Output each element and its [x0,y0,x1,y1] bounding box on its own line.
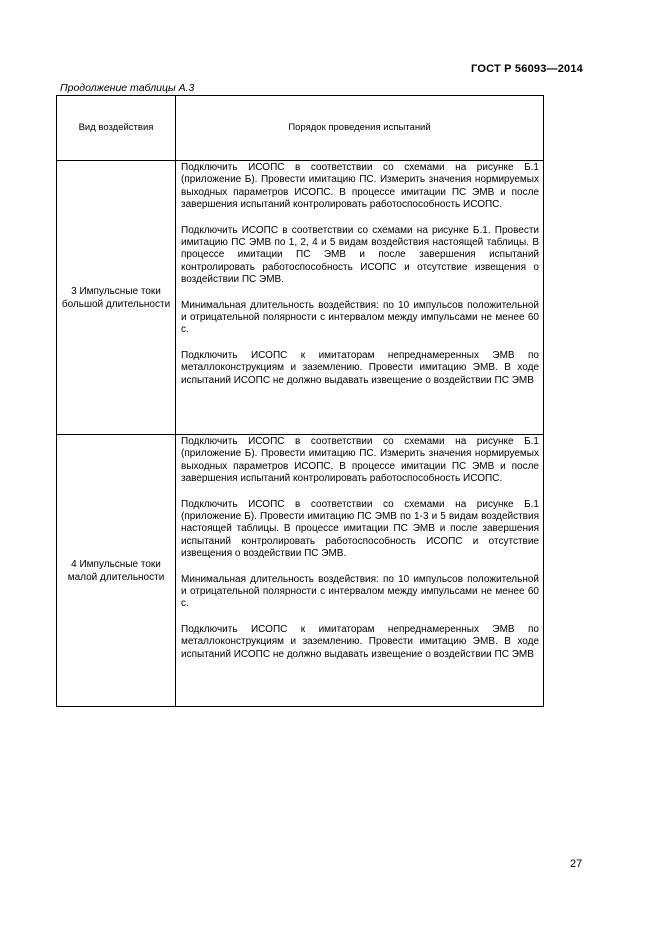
test-procedure-table [56,95,544,707]
effect-type-cell: 3 Импульсные токи большой длительности [57,161,176,435]
procedure-paragraph: Подключить ИСОПС в соответствии со схемами на рисунке Б.1 (приложение Б). Провести имитацию ПС. Измерить значения нормируемых выходных параметров ИСОПС. В процессе имитации ПС ЭМВ и после завершения испытаний контролировать работоспособность ИСОПС. [181,436,539,485]
page-number: 27 [570,858,583,870]
table-header-row [57,96,544,161]
procedure-paragraph: Минимальная длительность воздействия: по 10 импульсов положительной и отрицательной полярности с интервалом между импульсами не менее 60 с. [181,299,539,336]
procedure-paragraph: Подключить ИСОПС в соответствии со схемами на рисунке Б.1 (приложение Б). Провести имитацию ПС. Измерить значения нормируемых выходных параметров ИСОПС. В процессе имитации ПС ЭМВ и после завершения испытаний контролировать работоспособность ИСОПС. [181,162,539,211]
effect-type-cell: 4 Импульсные токи малой длительности [57,435,176,707]
column-header-test-procedure: Порядок проведения испытаний [176,96,544,161]
test-procedure-cell [176,161,544,435]
procedure-paragraph: Подключить ИСОПС к имитаторам непреднамеренных ЭМВ по металлоконструкциям и заземлению. Провести имитацию ЭМВ. В ходе испытаний ИСОПС не должно выдавать извещение о воздействии ПС ЭМВ [181,349,539,386]
procedure-paragraph: Подключить ИСОПС в соответствии со схемами на рисунке Б.1 (приложение Б). Провести имитацию ПС ЭМВ по 1-3 и 5 видам воздействия настоящей таблицы. В процессе имитации ПС ЭМВ и после завершения испытаний контролировать работоспособность ИСОПС и отсутствие извещения о воздействии ПС ЭМВ. [181,498,539,560]
procedure-paragraph: Подключить ИСОПС в соответствии со схемами на рисунке Б.1. Провести имитацию ПС ЭМВ по 1, 2, 4 и 5 видам воздействия настоящей таблицы. В процессе имитации ПС ЭМВ и после завершения испытаний контролировать работоспособность ИСОПС и отсутствие извещения о воздействии ПС ЭМВ. [181,224,539,286]
document-code: ГОСТ Р 56093—2014 [471,63,583,75]
procedure-paragraph: Минимальная длительность воздействия: по 10 импульсов положительной и отрицательной полярности с интервалом между импульсами не менее 60 с. [181,573,539,610]
procedure-paragraph: Подключить ИСОПС к имитаторам непреднамеренных ЭМВ по металлоконструкциям и заземлению. Провести имитацию ЭМВ. В ходе испытаний ИСОПС не должно выдавать извещение о воздействии ПС ЭМВ [181,623,539,660]
table-continuation-label: Продолжение таблицы А.3 [60,82,195,94]
column-header-effect-type: Вид воздействия [57,96,176,161]
test-procedure-cell [176,435,544,707]
table-row [57,435,544,707]
table-row [57,161,544,435]
